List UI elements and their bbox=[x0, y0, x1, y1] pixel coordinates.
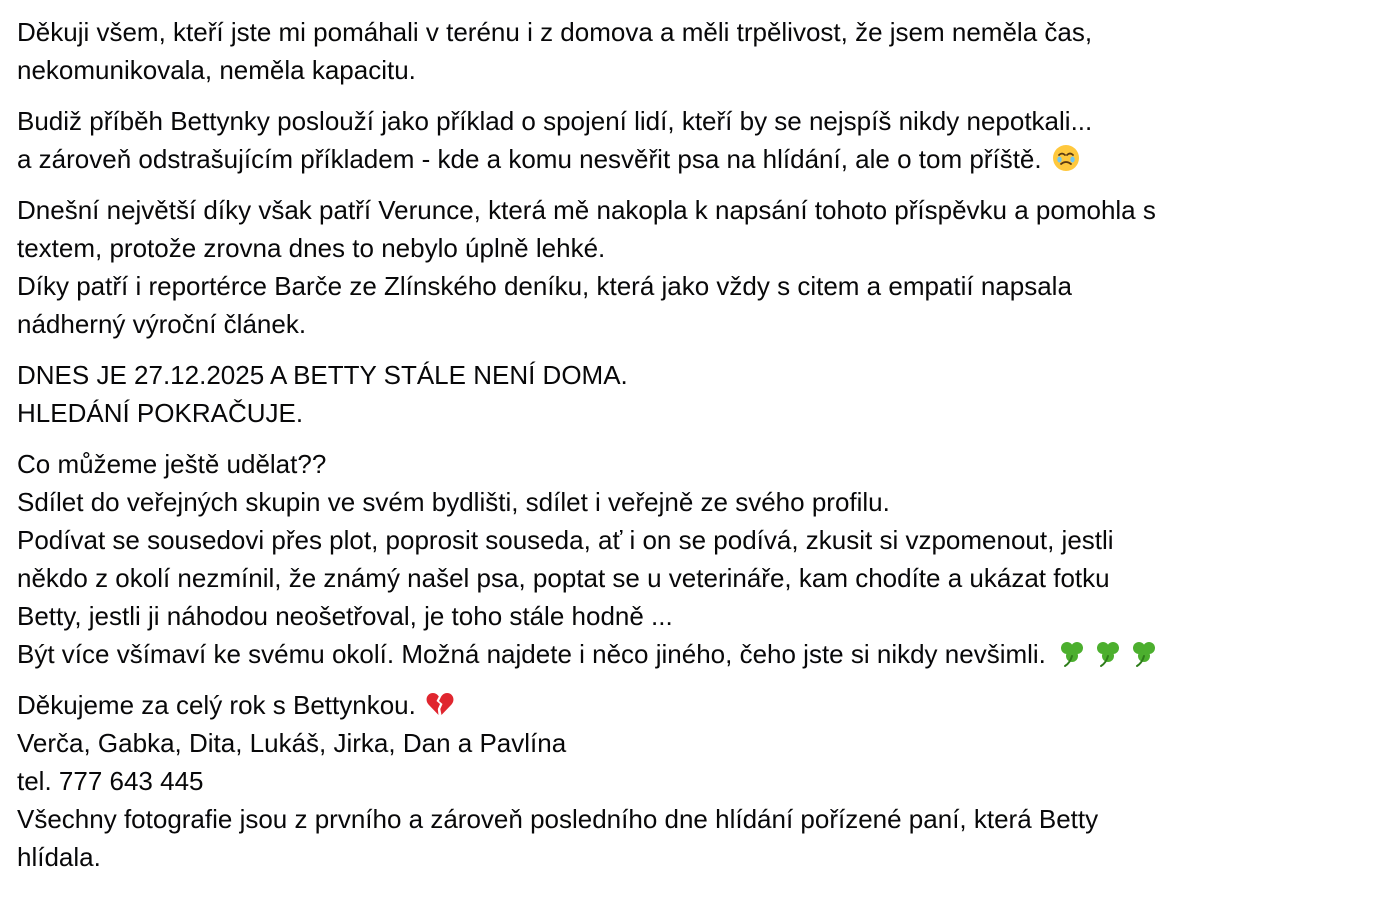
post-body bbox=[17, 13, 1372, 889]
broken-heart-icon bbox=[425, 689, 455, 719]
text-line: Betty, jestli ji náhodou neošetřoval, je toho stále hodně ... bbox=[17, 601, 673, 631]
paragraph-story bbox=[17, 102, 1372, 178]
text-line: HLEDÁNÍ POKRAČUJE. bbox=[17, 398, 304, 428]
text-line: někdo z okolí nezmínil, že známý našel psa, poptat se u veterináře, kam chodíte a ukázat fotku bbox=[17, 563, 1110, 593]
text-line: a zároveň odstrašujícím příkladem - kde a komu nesvěřit psa na hlídání, ale o tom příště. bbox=[17, 144, 1042, 174]
shamrock-icon bbox=[1055, 638, 1089, 668]
text-line: Děkuji všem, kteří jste mi pomáhali v terénu i z domova a měli trpělivost, že jsem neměla čas, bbox=[17, 17, 1093, 47]
paragraph-signature bbox=[17, 686, 1372, 876]
text-line: Verča, Gabka, Dita, Lukáš, Jirka, Dan a Pavlína bbox=[17, 728, 567, 758]
text-line: hlídala. bbox=[17, 842, 101, 872]
text-line-with-emoji bbox=[17, 140, 1372, 178]
text-line: Díky patří i reportérce Barče ze Zlínského deníku, která jako vždy s citem a empatií napsala bbox=[17, 271, 1072, 301]
text-line: Budiž příběh Bettynky poslouží jako příklad o spojení lidí, kteří by se nejspíš nikdy nepotkali... bbox=[17, 106, 1093, 136]
text-line: Všechny fotografie jsou z prvního a zároveň posledního dne hlídání pořízené paní, která Betty bbox=[17, 804, 1099, 834]
shamrock-icon bbox=[1127, 638, 1161, 668]
phone-number[interactable]: tel. 777 643 445 bbox=[17, 766, 204, 796]
text-line-with-emoji bbox=[17, 635, 1372, 673]
text-line: nádherný výroční článek. bbox=[17, 309, 307, 339]
text-line: Být více všímaví ke svému okolí. Možná najdete i něco jiného, čeho jste si nikdy nevšimli. bbox=[17, 639, 1046, 669]
text-line: Děkujeme za celý rok s Bettynkou. bbox=[17, 690, 416, 720]
face-holding-back-tears-icon bbox=[1051, 143, 1081, 173]
text-line-with-emoji bbox=[17, 686, 1372, 724]
text-line: DNES JE 27.12.2025 A BETTY STÁLE NENÍ DOMA. bbox=[17, 360, 628, 390]
paragraph-what-to-do bbox=[17, 445, 1372, 673]
shamrock-icon bbox=[1091, 638, 1125, 668]
text-line: nekomunikovala, neměla kapacitu. bbox=[17, 55, 416, 85]
text-line: Sdílet do veřejných skupin ve svém bydlišti, sdílet i veřejně ze svého profilu. bbox=[17, 487, 890, 517]
paragraph-status bbox=[17, 356, 1372, 432]
text-line: Dnešní největší díky však patří Verunce, která mě nakopla k napsání tohoto příspěvku a pomohla s bbox=[17, 195, 1156, 225]
paragraph-gratitude bbox=[17, 191, 1372, 343]
text-line: Podívat se sousedovi přes plot, poprosit souseda, ať i on se podívá, zkusit si vzpomenout, jestli bbox=[17, 525, 1114, 555]
text-line: Co můžeme ještě udělat?? bbox=[17, 449, 327, 479]
text-line: textem, protože zrovna dnes to nebylo úplně lehké. bbox=[17, 233, 606, 263]
paragraph-thanks bbox=[17, 13, 1372, 89]
